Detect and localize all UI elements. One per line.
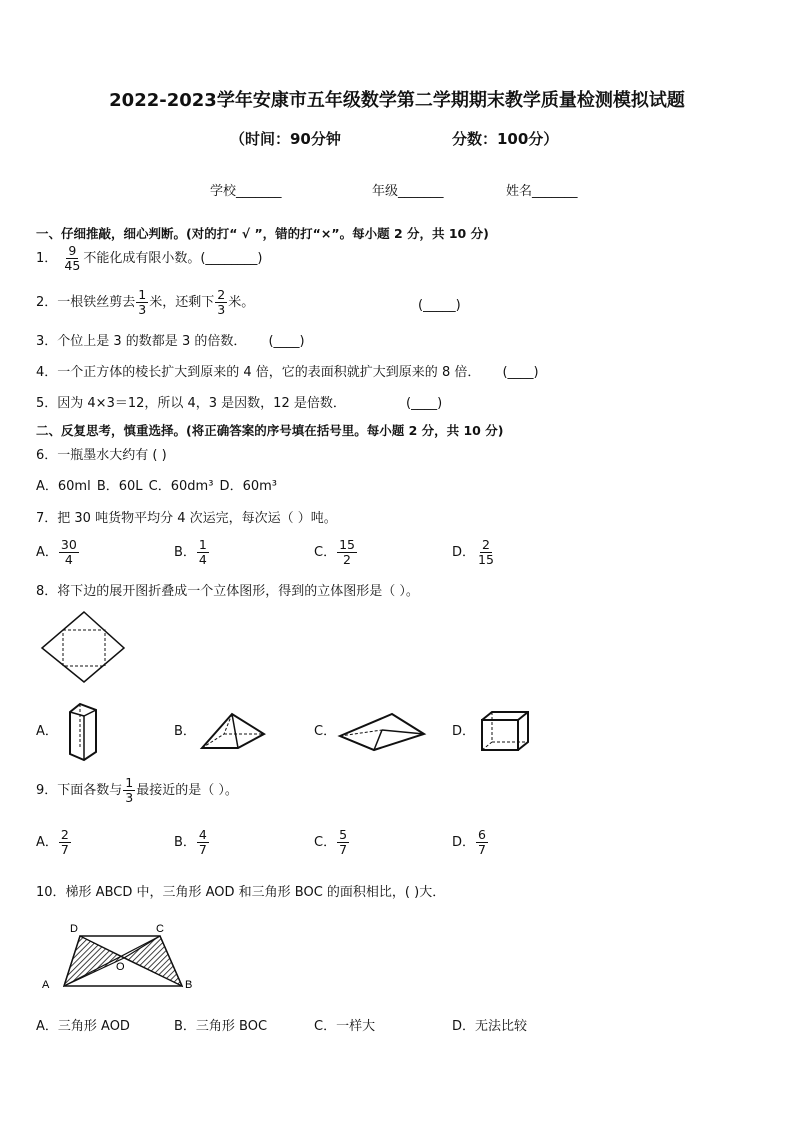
q7-c-fraction (337, 538, 357, 567)
q9-c-num: 5 (339, 827, 348, 842)
q7-option-c (314, 538, 358, 567)
q7-a-fraction (59, 538, 79, 567)
q7-option-b (174, 538, 210, 567)
q2-text-end: 米。 (228, 295, 255, 310)
q9-a-num: 2 (60, 827, 69, 842)
q5-answer-paren: (____) (406, 396, 443, 411)
q2-fraction-1 (136, 288, 148, 317)
q9-option-b (174, 828, 210, 857)
q2-f2-denominator: 3 (217, 302, 226, 317)
q8-option-a-prism (64, 700, 104, 764)
q10-option-d: D．无法比较 (452, 1019, 528, 1034)
q10-option-c: C．一样大 (314, 1019, 376, 1034)
q7-c-label: C． (314, 545, 337, 560)
exam-title: 2022-2023学年安康市五年级数学第二学期期末教学质量检测模拟试题 (109, 90, 685, 111)
q8-option-c-triangular-prism (336, 708, 428, 752)
q5-text: 5．因为 4×3＝12，所以 4，3 是因数，12 是倍数． (36, 396, 346, 411)
label-b: B (185, 979, 193, 991)
q9-c-den: 7 (339, 842, 348, 857)
label-o: O (116, 961, 125, 973)
q8-label-d: D． (452, 724, 476, 739)
q9-a-label: A． (36, 835, 58, 850)
question-1 (36, 244, 263, 273)
q9-option-d (452, 828, 489, 857)
q2-f1-denominator: 3 (138, 302, 147, 317)
trapezoid-figure (36, 916, 206, 996)
q9-option-c (314, 828, 350, 857)
net-figure (38, 608, 128, 686)
q9-d-label: D． (452, 835, 476, 850)
q2-text-start: 2．一根铁丝剪去 (36, 295, 136, 310)
exam-time: （时间：90分钟 (230, 130, 341, 148)
q8-label-a: A． (36, 724, 58, 739)
q7-d-fraction (476, 538, 496, 567)
q3-text: 3．个位上是 3 的数都是 3 的倍数． (36, 334, 247, 349)
q7-b-den: 4 (198, 552, 207, 567)
section1-heading: 一、仔细推敲，细心判断。(对的打“ √ ”，错的打“×”。每小题 2 分，共 10 分) (36, 226, 489, 241)
q7-d-num: 2 (481, 537, 490, 552)
q2-fraction-2 (215, 288, 227, 317)
q9-den: 3 (125, 790, 134, 805)
q8-option-d-cube (478, 708, 532, 754)
question-3 (36, 334, 305, 350)
q7-option-a (36, 538, 80, 567)
q9-b-label: B． (174, 835, 196, 850)
question-2 (36, 288, 254, 317)
q8-label-c: C． (314, 724, 337, 739)
q9-a-fraction (59, 828, 71, 857)
label-d: D (70, 923, 78, 935)
q7-a-label: A． (36, 545, 58, 560)
q7-c-num: 15 (339, 537, 355, 552)
q7-d-den: 15 (478, 552, 494, 567)
name-field: 姓名_______ (506, 184, 578, 199)
label-c: C (156, 923, 164, 935)
q9-c-fraction (337, 828, 349, 857)
question-8: 8．将下边的展开图折叠成一个立体图形，得到的立体图形是（ ）。 (36, 584, 419, 599)
q9-d-fraction (476, 828, 488, 857)
q9-b-den: 7 (198, 842, 207, 857)
q9-option-a (36, 828, 72, 857)
q9-a-den: 7 (60, 842, 69, 857)
q7-b-label: B． (174, 545, 196, 560)
q6-options: A．60ml B．60L C．60dm³ D．60m³ (36, 479, 277, 494)
q7-a-den: 4 (64, 552, 73, 567)
q9-b-num: 4 (198, 827, 207, 842)
q7-b-num: 1 (198, 537, 207, 552)
q1-denominator: 45 (64, 258, 81, 273)
q7-option-d (452, 538, 497, 567)
q1-numerator: 9 (68, 243, 77, 258)
question-10: 10．梯形 ABCD 中，三角形 AOD 和三角形 BOC 的面积相比，( )大． (36, 885, 446, 900)
q10-option-a: A．三角形 AOD (36, 1019, 130, 1034)
q8-option-b-pyramid (198, 710, 270, 752)
question-9 (36, 776, 238, 805)
q9-d-num: 6 (478, 827, 486, 842)
question-4 (36, 365, 539, 381)
q9-num: 1 (125, 775, 134, 790)
q7-b-fraction (197, 538, 209, 567)
q9-d-den: 7 (478, 842, 486, 857)
q2-answer-paren: (_____) (418, 298, 461, 313)
q1-fraction (62, 244, 82, 273)
q1-answer-paren: (________) (200, 251, 263, 266)
q2-f2-numerator: 2 (217, 287, 226, 302)
q7-c-den: 2 (343, 552, 351, 567)
question-6: 6．一瓶墨水大约有 ( ) (36, 448, 167, 463)
q9-fraction (123, 776, 135, 805)
q1-text: 不能化成有限小数。 (83, 251, 201, 266)
school-field: 学校_______ (210, 184, 282, 199)
question-5 (36, 396, 442, 412)
q7-d-label: D． (452, 545, 476, 560)
grade-field: 年级_______ (372, 184, 444, 199)
q9-text-pre: 9．下面各数与 (36, 783, 123, 798)
q9-text-post: 最接近的是（ ）。 (136, 783, 238, 798)
section2-heading: 二、反复思考，慎重选择。(将正确答案的序号填在括号里。每小题 2 分，共 10 分) (36, 423, 504, 438)
q8-label-b: B． (174, 724, 196, 739)
exam-score: 分数：100分） (452, 130, 559, 148)
q4-answer-paren: (____) (502, 365, 539, 380)
label-a: A (42, 979, 50, 991)
q4-text: 4．一个正方体的棱长扩大到原来的 4 倍，它的表面积就扩大到原来的 8 倍． (36, 365, 481, 380)
q2-text-mid: 米，还剩下 (149, 295, 215, 310)
q7-a-num: 30 (60, 537, 77, 552)
q3-answer-paren: (____) (268, 334, 305, 349)
q9-b-fraction (197, 828, 209, 857)
q2-f1-numerator: 1 (138, 287, 147, 302)
q10-option-b: B．三角形 BOC (174, 1019, 268, 1034)
q9-c-label: C． (314, 835, 337, 850)
q1-number: 1． (36, 251, 58, 266)
question-7: 7．把 30 吨货物平均分 4 次运完，每次运（ ）吨。 (36, 511, 337, 526)
